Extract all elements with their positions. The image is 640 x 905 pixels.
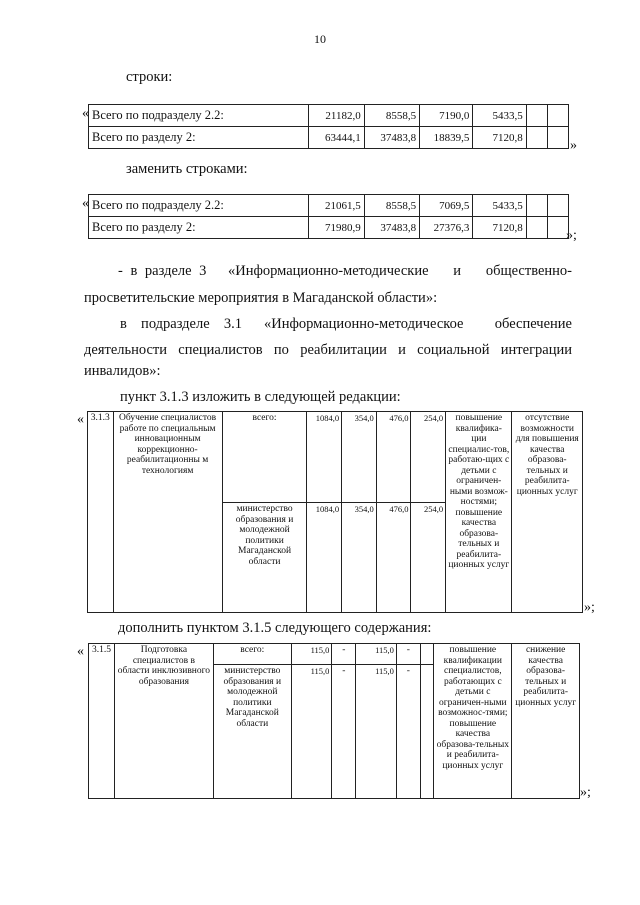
empty-cell (526, 217, 547, 239)
item-number: 3.1.3 (88, 412, 114, 613)
cell-value: 37483,8 (364, 127, 419, 149)
table-row (89, 195, 569, 217)
cell-value: 63444,1 (309, 127, 364, 149)
executor-ministry: министерство образования и молодежной политики Магаданской области (213, 665, 291, 799)
cell-value: 21061,5 (309, 195, 364, 217)
text-zamenit: заменить строками: (126, 161, 248, 177)
cell-value: - (396, 644, 420, 665)
cell-value: 27376,3 (420, 217, 473, 239)
cell-value: 5433,5 (473, 105, 526, 127)
cell-value: - (332, 644, 356, 665)
cell-value: 115,0 (356, 665, 397, 799)
cell-value: 7190,0 (420, 105, 473, 127)
row-label: Всего по разделу 2: (89, 127, 309, 149)
table-row (89, 644, 580, 665)
open-quote-1: « (82, 106, 89, 121)
empty-cell (526, 127, 547, 149)
table-row (89, 127, 569, 149)
close-quote-1: » (570, 138, 577, 153)
table-row (89, 105, 569, 127)
cell-value: 5433,5 (473, 195, 526, 217)
cell-value: 7120,8 (473, 127, 526, 149)
item-name: Обучение специалистов работе по специальным инновационным коррекционно-реабилитационны м технологиям (113, 412, 222, 613)
cell-value: 7120,8 (473, 217, 526, 239)
empty-cell (420, 665, 434, 799)
cell-value: 37483,8 (364, 217, 419, 239)
text-razdel-title-1: «Информационно-методические и общественно- (228, 263, 572, 279)
cell-value: - (332, 665, 356, 799)
table-row (89, 217, 569, 239)
close-quote-2: »; (566, 228, 577, 243)
cell-value: 18839,5 (420, 127, 473, 149)
cell-value: 7069,5 (420, 195, 473, 217)
cell-value: 115,0 (291, 665, 332, 799)
empty-cell (526, 195, 547, 217)
text-podrazdel-3: инвалидов»: (84, 363, 161, 379)
open-quote-4: « (77, 644, 84, 659)
open-quote-3: « (77, 412, 84, 427)
cell-value: - (396, 665, 420, 799)
close-quote-4: »; (580, 785, 591, 800)
risk-text: снижение качества образова-тельных и реабилита-ционных услуг (512, 644, 580, 799)
item-number: 3.1.5 (89, 644, 115, 799)
text-razdel-title-2: просветительские мероприятия в Магаданской области»: (84, 290, 438, 306)
executor-total: всего: (213, 644, 291, 665)
row-label: Всего по подразделу 2.2: (89, 195, 309, 217)
text-podrazdel-2: деятельности специалистов по реабилитации и социальной интеграции (84, 342, 572, 358)
table-row (88, 412, 583, 503)
cell-value: 1084,0 (307, 412, 342, 503)
cell-value: 21182,0 (309, 105, 364, 127)
cell-value: 71980,9 (309, 217, 364, 239)
text-punkt-313: пункт 3.1.3 изложить в следующей редакции: (120, 389, 401, 405)
text-podrazdel-b: «Информационно-методическое обеспечение (264, 316, 572, 332)
expected-result: повышение квалифика-ции специалис-тов, работаю-щих с детьми с ограничен-ными возмож-ностями; повышение качества образова-тельных и реабилита-ционных услуг (446, 412, 512, 613)
open-quote-2: « (82, 196, 89, 211)
empty-cell (547, 195, 568, 217)
expected-result: повышение квалификации специалистов, работающих с детьми с ограничен-ными возможнос-тями; повышение качества образова-тельных и реабилита-ционных услуг (434, 644, 512, 799)
table-item-313 (87, 411, 583, 613)
risk-text: отсутствие возможности для повышения качества образова-тельных и реабилита-ционных услуг (512, 412, 583, 613)
cell-value: 476,0 (376, 503, 411, 613)
cell-value: 115,0 (291, 644, 332, 665)
empty-cell (547, 105, 568, 127)
page-number: 10 (314, 32, 326, 46)
cell-value: 354,0 (342, 503, 377, 613)
text-podrazdel-a: в подразделе 3.1 (120, 316, 242, 332)
executor-total: всего: (222, 412, 307, 503)
row-label: Всего по разделу 2: (89, 217, 309, 239)
cell-value: 254,0 (411, 503, 446, 613)
executor-ministry: министерство образования и молодежной политики Магаданской области (222, 503, 307, 613)
text-stroki: строки: (126, 69, 173, 85)
row-label: Всего по подразделу 2.2: (89, 105, 309, 127)
cell-value: 8558,5 (364, 195, 419, 217)
text-razdel: - в разделе 3 (118, 263, 207, 279)
item-name: Подготовка специалистов в области инклюзивного образования (115, 644, 214, 799)
table-item-315 (88, 643, 580, 799)
cell-value: 115,0 (356, 644, 397, 665)
cell-value: 254,0 (411, 412, 446, 503)
text-dopolnit: дополнить пунктом 3.1.5 следующего содержания: (118, 620, 432, 636)
close-quote-3: »; (584, 600, 595, 615)
cell-value: 1084,0 (307, 503, 342, 613)
cell-value: 354,0 (342, 412, 377, 503)
empty-cell (547, 127, 568, 149)
cell-value: 8558,5 (364, 105, 419, 127)
empty-cell (420, 644, 434, 665)
table-old-totals (88, 104, 569, 149)
cell-value: 476,0 (376, 412, 411, 503)
table-new-totals (88, 194, 569, 239)
empty-cell (526, 105, 547, 127)
